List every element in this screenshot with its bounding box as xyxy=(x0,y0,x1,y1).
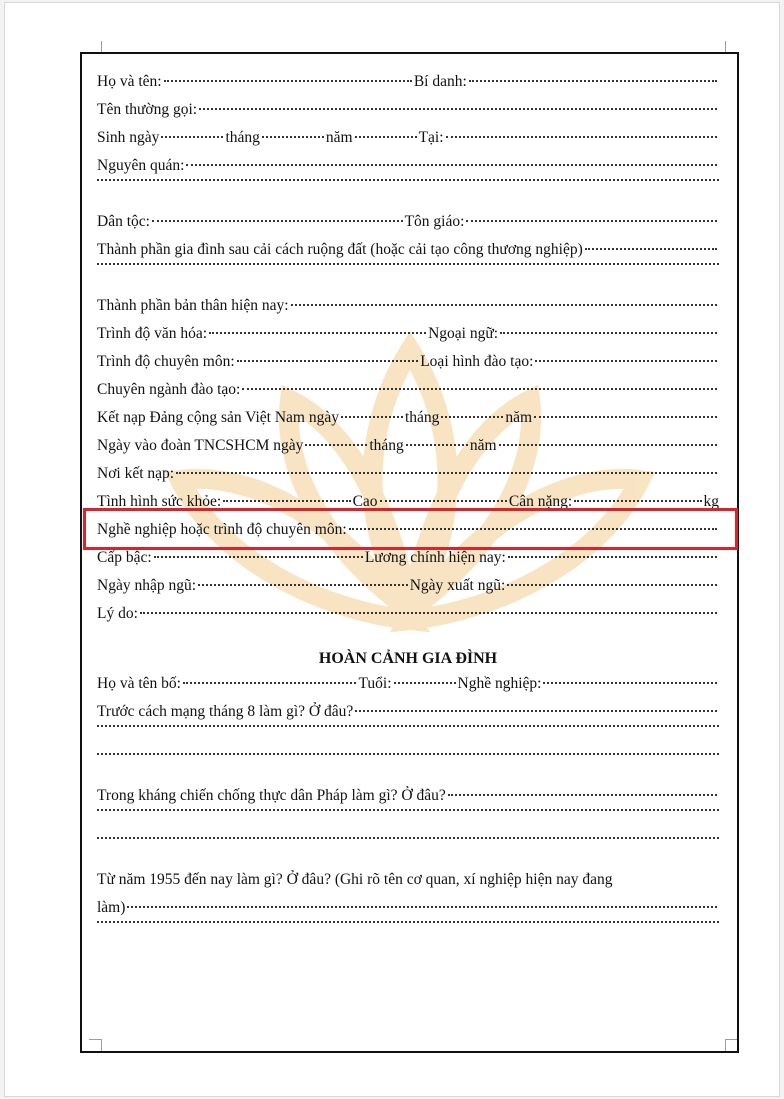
field-label: Lý do: xyxy=(97,605,138,622)
blank-field[interactable] xyxy=(507,583,717,586)
blank-field[interactable] xyxy=(97,836,719,839)
field-label: Tuổi: xyxy=(358,675,392,692)
field-label: Tên thường gọi: xyxy=(97,101,198,118)
form-row-ho-ten-bo xyxy=(97,672,719,700)
blank-field[interactable] xyxy=(466,219,717,222)
blank-field[interactable] xyxy=(543,681,717,684)
blank-field[interactable] xyxy=(508,555,717,558)
field-label: Trình độ văn hóa: xyxy=(97,325,208,342)
blank-field[interactable] xyxy=(448,793,717,796)
blank-field[interactable] xyxy=(262,135,324,138)
field-label: kg xyxy=(703,493,719,510)
form-row-thanh-phan-ban-than xyxy=(97,294,719,322)
field-label: Từ năm 1955 đến nay làm gì? Ở đâu? (Ghi rõ tên cơ quan, xí nghiệp hiện nay đang xyxy=(97,871,613,888)
form-row-tu-nam-1955-cont2 xyxy=(97,924,719,952)
blank-field[interactable] xyxy=(441,415,503,418)
blank-field[interactable] xyxy=(97,724,719,727)
blank-field[interactable] xyxy=(446,135,717,138)
blank-field[interactable] xyxy=(237,359,419,362)
blank-field[interactable] xyxy=(97,178,719,181)
blank-field[interactable] xyxy=(305,443,367,446)
blank-field[interactable] xyxy=(394,681,456,684)
blank-field[interactable] xyxy=(152,219,403,222)
field-label: Trong kháng chiến chống thực dân Pháp làm gì? Ở đâu? xyxy=(97,787,446,804)
blank-field[interactable] xyxy=(97,920,719,923)
blank-field[interactable] xyxy=(355,135,417,138)
blank-field[interactable] xyxy=(140,611,717,614)
field-label: Tình hình sức khỏe: xyxy=(97,493,222,510)
form-row-trinh-do-van-hoa xyxy=(97,322,719,350)
form-row-ten-thuong-goi xyxy=(97,98,719,126)
field-label: Cấp bậc: xyxy=(97,549,152,566)
field-label: Kết nạp Đảng cộng sản Việt Nam ngày xyxy=(97,409,339,426)
field-label: Cao xyxy=(352,493,378,510)
field-label: Trình độ chuyên môn: xyxy=(97,353,235,370)
field-label: Loại hình đào tạo: xyxy=(420,353,534,370)
field-label: Thành phần bản thân hiện nay: xyxy=(97,297,289,314)
blank-field[interactable] xyxy=(198,583,408,586)
blank-field[interactable] xyxy=(186,163,717,166)
form-row-sinh-ngay xyxy=(97,126,719,154)
field-label: Cân nặng: xyxy=(508,493,573,510)
highlight-box xyxy=(83,508,738,550)
blank-field[interactable] xyxy=(469,79,717,82)
field-label: Sinh ngày xyxy=(97,129,160,146)
blank-field[interactable] xyxy=(199,107,717,110)
field-label: Tại: xyxy=(418,129,444,146)
blank-field[interactable] xyxy=(535,359,717,362)
blank-field[interactable] xyxy=(242,387,717,390)
form-row-cap-bac xyxy=(97,546,719,574)
blank-field[interactable] xyxy=(355,709,717,712)
form-row-ho-ten xyxy=(97,70,719,98)
blank-field[interactable] xyxy=(97,752,719,755)
form-row-ket-nap-dang xyxy=(97,406,719,434)
field-label: Bí danh: xyxy=(413,73,467,90)
field-label: Nơi kết nạp: xyxy=(97,465,175,482)
blank-field[interactable] xyxy=(176,471,717,474)
blank-field[interactable] xyxy=(183,681,357,684)
blank-field[interactable] xyxy=(574,499,701,502)
field-label: Dân tộc: xyxy=(97,213,150,230)
blank-field[interactable] xyxy=(209,331,426,334)
blank-field[interactable] xyxy=(127,905,717,908)
blank-field[interactable] xyxy=(223,499,350,502)
blank-field[interactable] xyxy=(380,499,507,502)
form-row-trinh-do-chuyen-mon xyxy=(97,350,719,378)
form-row-thanh-phan-gia-dinh-cont xyxy=(97,266,719,294)
blank-field[interactable] xyxy=(341,415,403,418)
field-label: năm xyxy=(325,129,353,146)
field-label: Thành phần gia đình sau cải cách ruộng đất (hoặc cải tạo công thương nghiệp) xyxy=(97,241,583,258)
field-label: Nghề nghiệp hoặc trình độ chuyên môn: xyxy=(97,521,347,538)
form-row-vao-doan xyxy=(97,434,719,462)
blank-field[interactable] xyxy=(154,555,363,558)
blank-field[interactable] xyxy=(585,247,717,250)
blank-field[interactable] xyxy=(500,331,717,334)
form-row-dan-toc xyxy=(97,210,719,238)
blank-field[interactable] xyxy=(291,303,717,306)
field-label: Ngày vào đoàn TNCSHCM ngày xyxy=(97,437,304,454)
field-label: Nghề nghiệp: xyxy=(457,675,542,692)
field-label: Họ và tên bố: xyxy=(97,675,181,692)
field-label: Lương chính hiện nay: xyxy=(364,549,506,566)
field-label: Chuyên ngành đào tạo: xyxy=(97,381,241,398)
form-row-khang-chien-phap-cont2 xyxy=(97,840,719,868)
form-row-chuyen-nganh xyxy=(97,378,719,406)
blank-field[interactable] xyxy=(406,443,468,446)
form-row-ly-do xyxy=(97,602,719,630)
form-row-tu-nam-1955 xyxy=(97,868,719,896)
form-row-truoc-cach-mang-cont2 xyxy=(97,756,719,784)
field-label: Họ và tên: xyxy=(97,73,162,90)
blank-field[interactable] xyxy=(161,135,223,138)
field-label: Ngày nhập ngũ: xyxy=(97,577,197,594)
field-label: Tôn giáo: xyxy=(404,213,465,230)
family-section xyxy=(97,672,719,952)
field-label: năm xyxy=(469,437,497,454)
blank-field[interactable] xyxy=(534,415,717,418)
field-label: tháng xyxy=(404,409,440,426)
blank-field[interactable] xyxy=(97,808,719,811)
field-label: làm) xyxy=(97,899,126,916)
blank-field[interactable] xyxy=(164,79,412,82)
field-label: tháng xyxy=(369,437,404,454)
field-label: Ngày xuất ngũ: xyxy=(409,577,506,594)
form-row-nguyen-quan-cont xyxy=(97,182,719,210)
blank-field[interactable] xyxy=(499,443,718,446)
field-label: Ngoại ngữ: xyxy=(428,325,499,342)
section-title: HOÀN CẢNH GIA ĐÌNH xyxy=(318,650,498,667)
field-label: Trước cách mạng tháng 8 làm gì? Ở đâu? xyxy=(97,703,354,720)
field-label: tháng xyxy=(225,129,260,146)
form-row-noi-ket-nap xyxy=(97,462,719,490)
field-label: Nguyên quán: xyxy=(97,157,185,174)
field-label: năm xyxy=(505,409,533,426)
blank-field[interactable] xyxy=(97,262,719,265)
form-row-nhap-ngu xyxy=(97,574,719,602)
